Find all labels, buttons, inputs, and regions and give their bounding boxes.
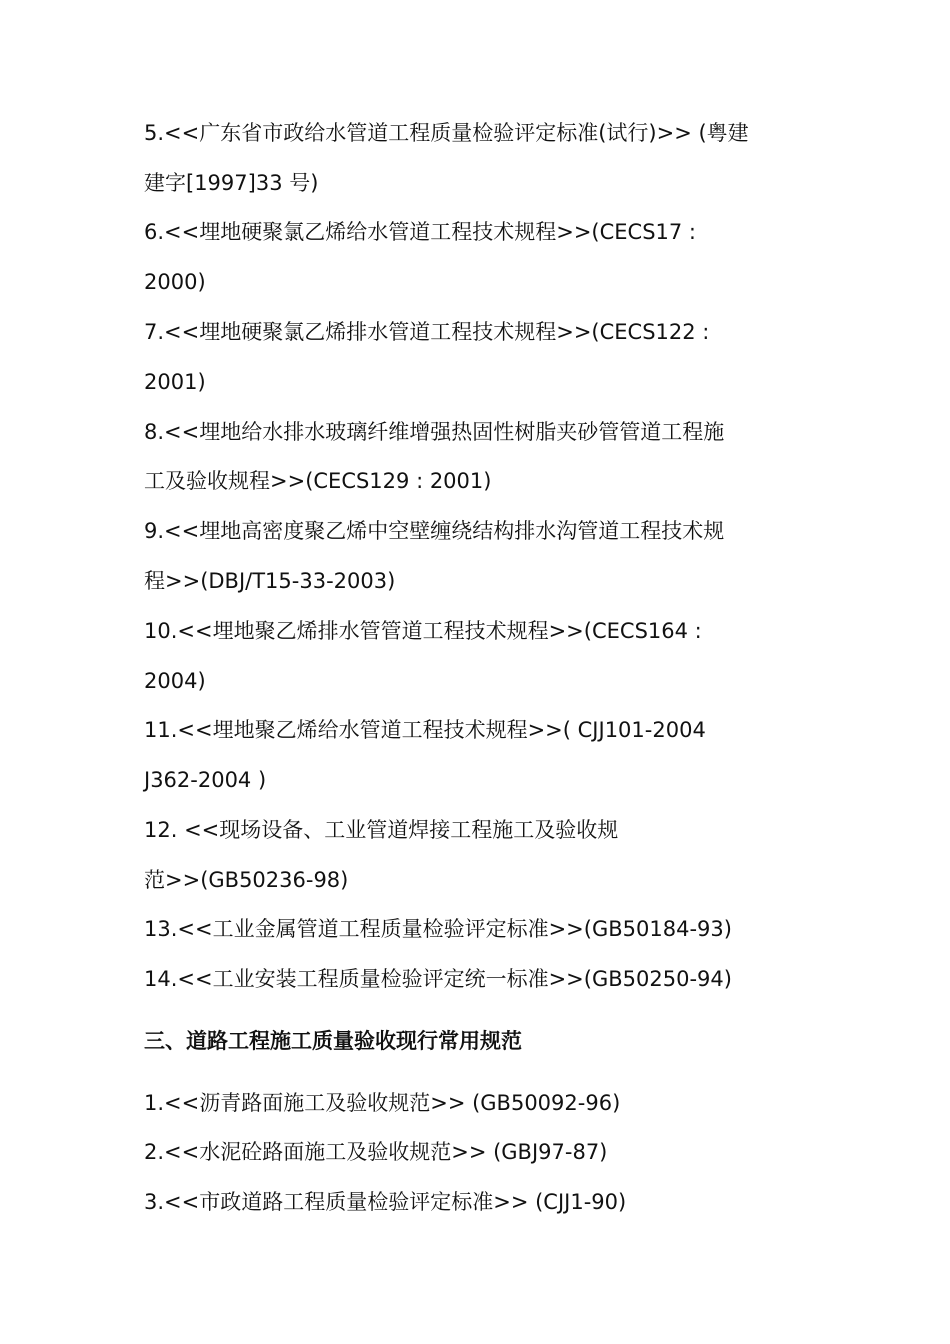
list-item-6-line-2: 2000) [144, 270, 206, 294]
list-item-12-line-1: 12. <<现场设备、工业管道焊接工程施工及验收规 [144, 818, 619, 842]
list-item-13: 13.<<工业金属管道工程质量检验评定标准>>(GB50184-93) [144, 917, 732, 941]
list-item-12-line-2: 范>>(GB50236-98) [144, 868, 349, 892]
road-item-3: 3.<<市政道路工程质量检验评定标准>> (CJJ1-90) [144, 1190, 627, 1214]
road-item-2: 2.<<水泥砼路面施工及验收规范>> (GBJ97-87) [144, 1140, 608, 1164]
list-item-11-line-2: J362-2004 ) [144, 768, 267, 792]
list-item-9-line-2: 程>>(DBJ/T15-33-2003) [144, 569, 396, 593]
list-item-9-line-1: 9.<<埋地高密度聚乙烯中空壁缠绕结构排水沟管道工程技术规 [144, 519, 725, 543]
list-item-5-line-1: 5.<<广东省市政给水管道工程质量检验评定标准(试行)>> (粤建 [144, 121, 749, 145]
list-item-5-line-2: 建字[1997]33 号) [144, 171, 319, 195]
list-item-6-line-1: 6.<<埋地硬聚氯乙烯给水管道工程技术规程>>(CECS17 : [144, 220, 697, 244]
list-item-7-line-1: 7.<<埋地硬聚氯乙烯排水管道工程技术规程>>(CECS122 : [144, 320, 710, 344]
section-heading: 三、道路工程施工质量验收现行常用规范 [144, 1029, 522, 1053]
list-item-8-line-2: 工及验收规程>>(CECS129 : 2001) [144, 469, 492, 493]
list-item-7-line-2: 2001) [144, 370, 206, 394]
list-item-14: 14.<<工业安装工程质量检验评定统一标准>>(GB50250-94) [144, 967, 732, 991]
list-item-10-line-2: 2004) [144, 669, 206, 693]
list-item-11-line-1: 11.<<埋地聚乙烯给水管道工程技术规程>>( CJJ101-2004 [144, 718, 706, 742]
road-item-1: 1.<<沥青路面施工及验收规范>> (GB50092-96) [144, 1091, 621, 1115]
list-item-8-line-1: 8.<<埋地给水排水玻璃纤维增强热固性树脂夹砂管管道工程施 [144, 420, 725, 444]
list-item-10-line-1: 10.<<埋地聚乙烯排水管管道工程技术规程>>(CECS164 : [144, 619, 702, 643]
